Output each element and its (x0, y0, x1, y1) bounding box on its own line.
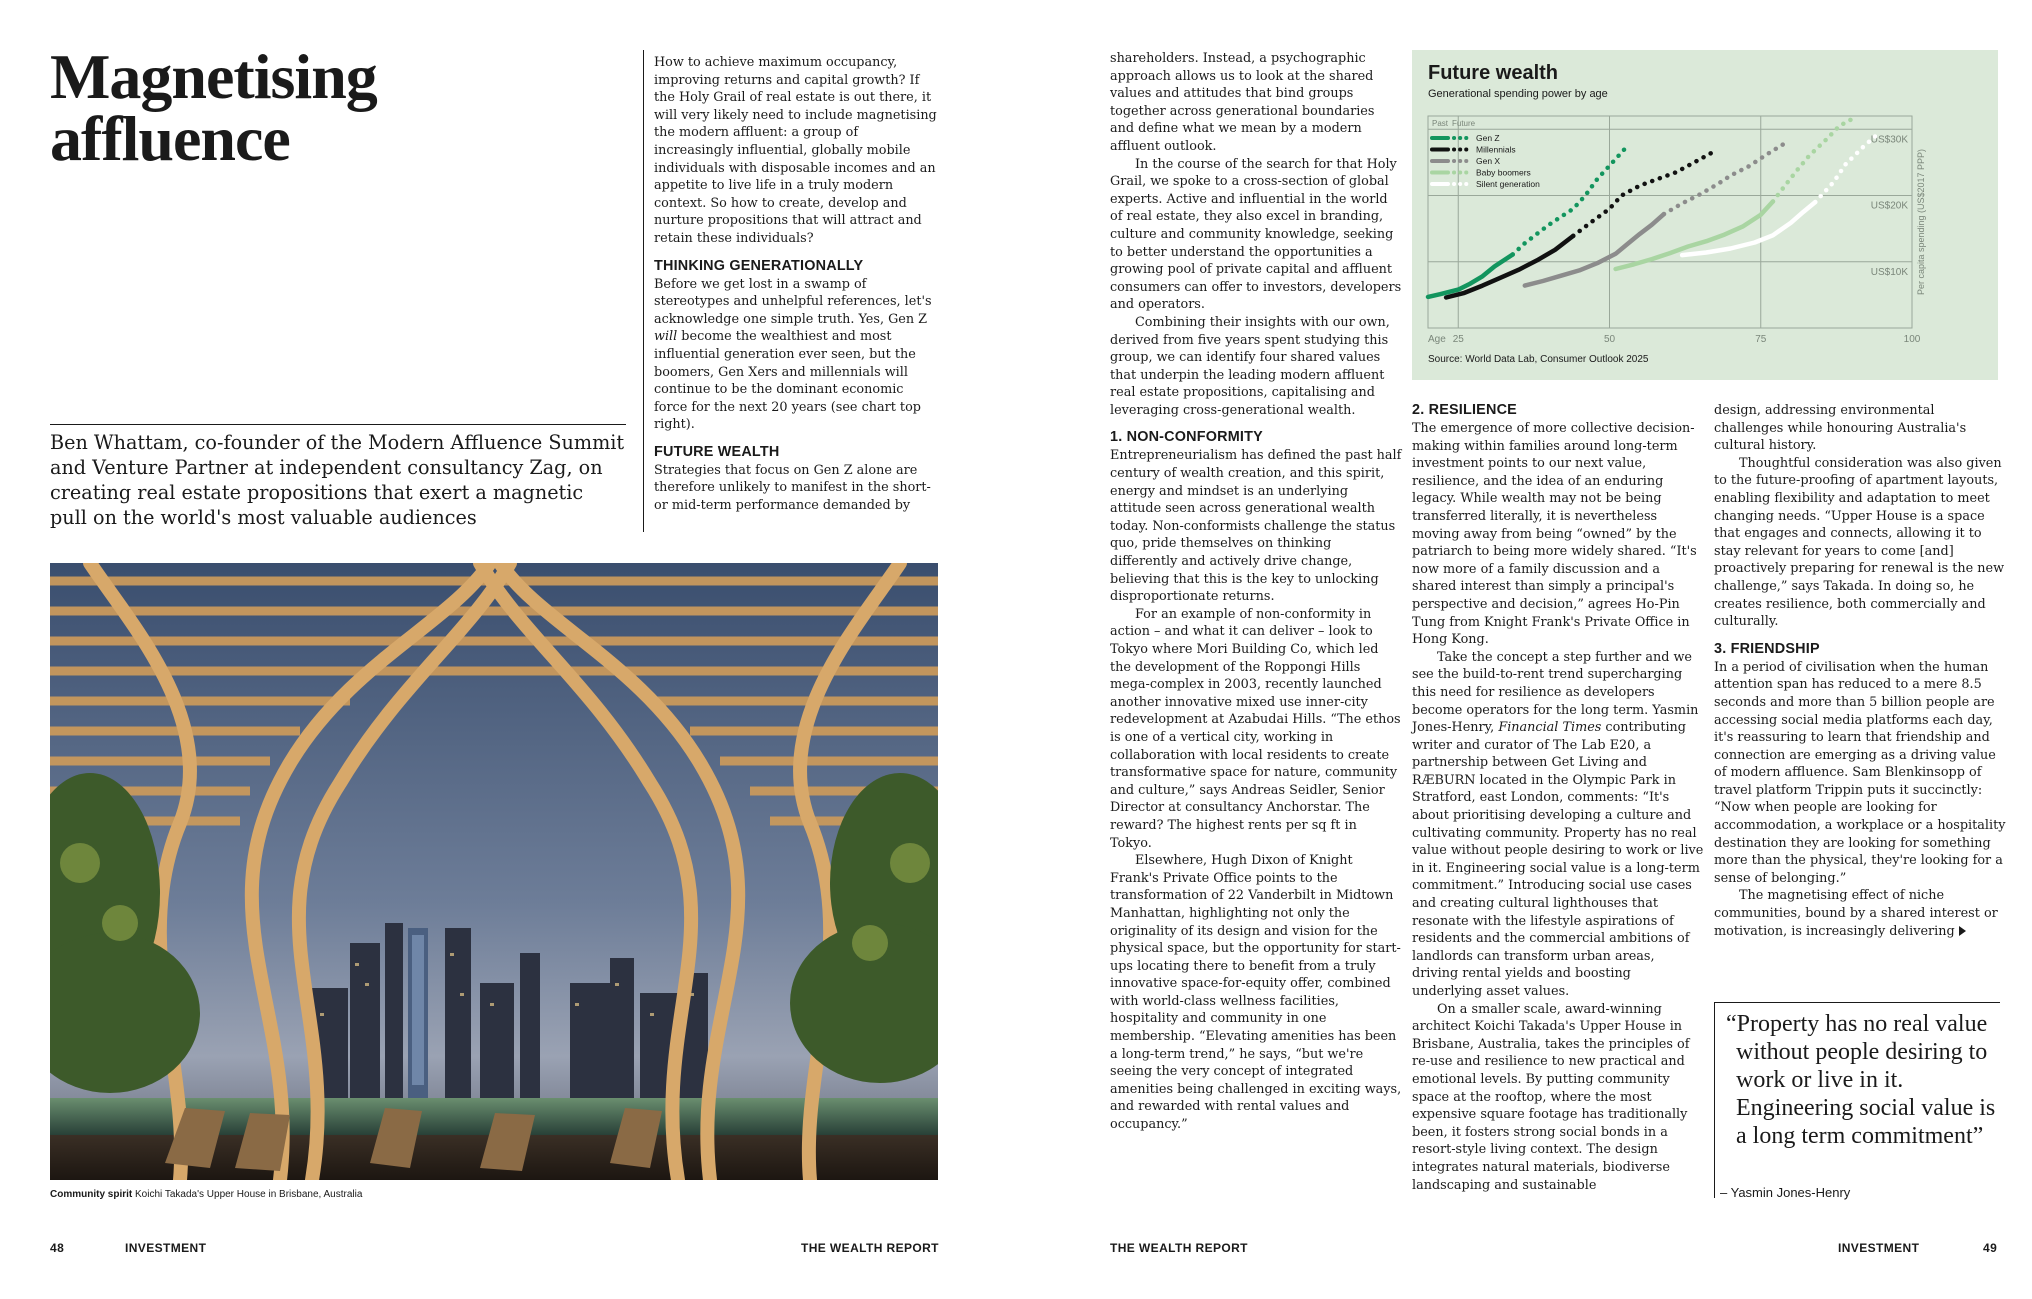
right-column-2 (1412, 402, 1704, 1194)
resilience-paragraph-1: The emergence of more collective decision-making within families around long-term investment points to our next value, resilience, and the idea of an enduring legacy. While wealth may not be being transferred literally, it is nevertheless moving away from being “owned” by the patriarch to being more widely shared. “It's now more of a family discussion and a shared interest than simply a principal's perspective and decision,” agrees Ho-Pin Tung from Knight Frank's Private Office in Hong Kong. (1412, 421, 1697, 648)
friendship-paragraph-1: In a period of civilisation when the human attention span has reduced to a mere 8.5 seconds and more than 5 billion people are accessing social media platforms each day, it's reassuring to learn that friendship and connection are emerging as a driving value of modern affluence. Sam Blenkinsopp of travel platform Trippin puts it succinctly: “Now when people are looking for accommodation, a workplace or a hospitality destination they are looking for something more than the physical, they're looking for a sense of belonging.” (1714, 659, 2006, 886)
legend-millennials-label: Millennials (1476, 144, 1516, 155)
intro-paragraph: How to achieve maximum occupancy, improving returns and capital growth? If the Holy Grail of real estate is out there, it will very likely need to include magnetising the modern affluent: a group of increasingly influential, globally mobile individuals with disposable incomes and an appetite to live life in a truly modern context. So how to create, develop and nurture propositions that will attract and retain these individuals? (654, 55, 937, 246)
upper-house-rooftop-photo (50, 563, 938, 1180)
resilience-paragraph-2: Take the concept a step further and we see the build-to-rent trend supercharging this need for resilience as developers become operators for the long term. Yasmin Jones-Henry, Financial Times contributing writer and curator of The Lab E20, a partnership between Get Living and RÆBURN located in the Olympic Park in Stratford, east London, comments: “It's about prioritising developing a culture and cultivating community. Property has no real value without people desiring to work or live in it. Engineering social value is a long-term commitment.” Introducing social use cases and creating cultural lighthouses that resonate with the lifestyle aspirations of residents and the commercial ambitions of landlords can transform urban areas, driving rental yields and boosting underlying asset values. (1412, 649, 1704, 999)
x-tick-label: 25 (1452, 334, 1464, 345)
non-conformity-heading: 1. NON-CONFORMITY (1110, 429, 1263, 446)
chart-subtitle: Generational spending power by age (1428, 88, 1608, 100)
intro-column (654, 54, 938, 515)
resilience-paragraph-3: On a smaller scale, award-winning architect Koichi Takada's Upper House in Brisbane, Australia, takes the principles of re-use and resilience to new practical and emotional levels. By putting community space at the rooftop, where the most expensive square footage has traditionally been, it fosters strong social bonds in a resort-style living context. The design integrates natural materials, biodiverse landscaping and sustainable (1412, 1001, 1690, 1193)
right-section-label: INVESTMENT (1838, 1241, 1920, 1255)
pull-quote-attribution: – Yasmin Jones-Henry (1720, 1185, 1851, 1200)
future-wealth-paragraph: Strategies that focus on Gen Z alone are therefore unlikely to manifest in the short- or mid-term performance demanded by (654, 462, 931, 514)
left-page-number: 48 (50, 1241, 65, 1255)
gen-x-future-line (1664, 143, 1785, 214)
pull-quote: “Property has no real value without people desiring to work or live in it. Engineering social value is a long term commitment” (1726, 1011, 1996, 1149)
standfirst: Ben Whattam, co-founder of the Modern Affluence Summit and Venture Partner at independent consultancy Zag, on creating real estate propositions that exert a magnetic pull on the world's most valuable audiences (50, 431, 625, 529)
resilience-heading: 2. RESILIENCE (1412, 402, 1517, 418)
pull-quote-side-rule (1714, 1002, 1715, 1198)
thinking-generationally-paragraph: Before we get lost in a swamp of stereotypes and unhelpful references, let's acknowledge one simple truth. Yes, Gen Z will become the wealthiest and most influential generation ever seen, but the boomers, Gen Xers and millennials will continue to be the dominant economic force for the next 20 years (see chart top right). (654, 276, 932, 433)
gen-x-past-line (1525, 214, 1664, 286)
chart-title: Future wealth (1428, 62, 1559, 84)
non-conformity-paragraph-1: Entrepreneurialism has defined the past half century of wealth creation, and this spirit, energy and mindset is an underlying attitude seen across generational wealth today. Non-conformists challenge the status quo, pride themselves on thinking differently and actively drive change, believing that this is the key to unlocking disproportionate returns. (1110, 448, 1402, 605)
legend-silent-generation-label: Silent generation (1476, 179, 1540, 189)
standfirst-rule (50, 424, 626, 425)
x-axis-label: Age (1428, 334, 1446, 345)
legend-gen-z-label: Gen Z (1476, 133, 1500, 143)
chart-source: Source: World Data Lab, Consumer Outlook 2025 (1428, 354, 1649, 365)
left-section-label: INVESTMENT (125, 1241, 207, 1255)
resilience-paragraph-5: Thoughtful consideration was also given to the future-proofing of apartment layouts, enabling flexibility and adaptation to meet changing needs. “Upper House is a space that engages and connects, allowing it to stay relevant for years to come [and] proactively preparing for renewal is the new challenge,” says Takada. In doing so, he creates resilience, both commercially and culturally. (1714, 455, 2005, 630)
continue-arrow-icon (1959, 926, 1966, 936)
baby-boomers-future-line (1773, 119, 1852, 201)
x-tick-label: 100 (1903, 334, 1921, 345)
x-tick-label: 75 (1755, 334, 1767, 345)
non-conformity-paragraph-2: For an example of non-conformity in action – and what it can deliver – look to Tokyo where Mori Building Co, which led the development of the Roppongi Hills mega-complex in 2003, recently launched another innovative mixed use inner-city redevelopment at Azabudai Hills. “The ethos is one of a vertical city, working in collaboration with local residents to create transformative space for nature, community and culture,” says Andreas Seidler, Senior Director at consultancy Anchorstar. The reward? The highest rents per sq ft in Tokyo. (1110, 606, 1401, 851)
legend-baby-boomers-label: Baby boomers (1476, 167, 1531, 178)
legend-future-label: Future (1452, 119, 1476, 128)
resilience-paragraph-4: design, addressing environmental challenges while honouring Australia's cultural history. (1714, 403, 1967, 454)
future-wealth-chart (1412, 50, 1998, 380)
holy-grail-paragraph: In the course of the search for that Holy Grail, we spoke to a cross-section of global experts. Active and influential in the world of real estate, they also excel in branding, culture and community knowledge, seeking to better understand the opportunities a growing pool of private capital and affluent consumers can offer to investors, developers and operators. (1110, 156, 1402, 313)
shareholders-paragraph: shareholders. Instead, a psychographic approach allows us to look at the shared values and attitudes that bind groups together across generational boundaries and define what we mean by a modern affluent outlook. (1110, 51, 1375, 154)
future-wealth-heading: FUTURE WEALTH (654, 443, 780, 460)
article-title: Magnetising affluence (50, 41, 377, 174)
right-column-3 (1714, 402, 2006, 940)
y-tick-label: US$30K (1870, 134, 1908, 146)
left-publication-label: THE WEALTH REPORT (801, 1241, 939, 1255)
y-axis-label: Per capita spending (US$2017 PPP) (1916, 148, 1926, 296)
y-tick-label: US$20K (1870, 200, 1908, 212)
thinking-generationally-heading: THINKING GENERATIONALLY (654, 257, 864, 274)
pull-quote-rule (1714, 1002, 2000, 1003)
friendship-paragraph-2: The magnetising effect of niche communities, bound by a shared interest or motivation, is increasingly delivering (1714, 888, 1998, 939)
insights-paragraph: Combining their insights with our own, derived from five years spent studying this group, we can identify four shared values that underpin the leading modern affluent real estate propositions, capitalising and leveraging cross-generational wealth. (1110, 314, 1390, 418)
legend-past-label: Past (1432, 119, 1449, 128)
legend-gen-x-label: Gen X (1476, 156, 1501, 166)
silent-generation-past-line (1682, 202, 1815, 255)
right-publication-label: THE WEALTH REPORT (1110, 1241, 1248, 1255)
x-tick-label: 50 (1603, 334, 1616, 345)
y-tick-label: US$10K (1870, 266, 1908, 278)
silent-generation-future-line (1815, 136, 1876, 202)
millennials-future-line (1573, 152, 1712, 236)
right-column-1 (1110, 50, 1402, 1134)
photo-caption: Community spirit Koichi Takada's Upper House in Brisbane, Australia (50, 1189, 363, 1200)
non-conformity-paragraph-3: Elsewhere, Hugh Dixon of Knight Frank's Private Office points to the transformation of 22 Vanderbilt in Midtown Manhattan, highlighting not only the originality of its design and vision for the physical space, but the opportunity for start-ups locating there to benefit from a truly innovative space-for-equity offer, combined with world-class wellness facilities, hospitality and community in one membership. “Elevating amenities has been a long-term trend,” he says, “but we're seeing the very concept of integrated amenities being challenged in exciting ways, and rewarded with rental values and occupancy.” (1110, 853, 1402, 1133)
friendship-heading: 3. FRIENDSHIP (1714, 640, 1820, 657)
column-divider (643, 50, 644, 532)
right-page-number: 49 (1983, 1241, 1998, 1255)
